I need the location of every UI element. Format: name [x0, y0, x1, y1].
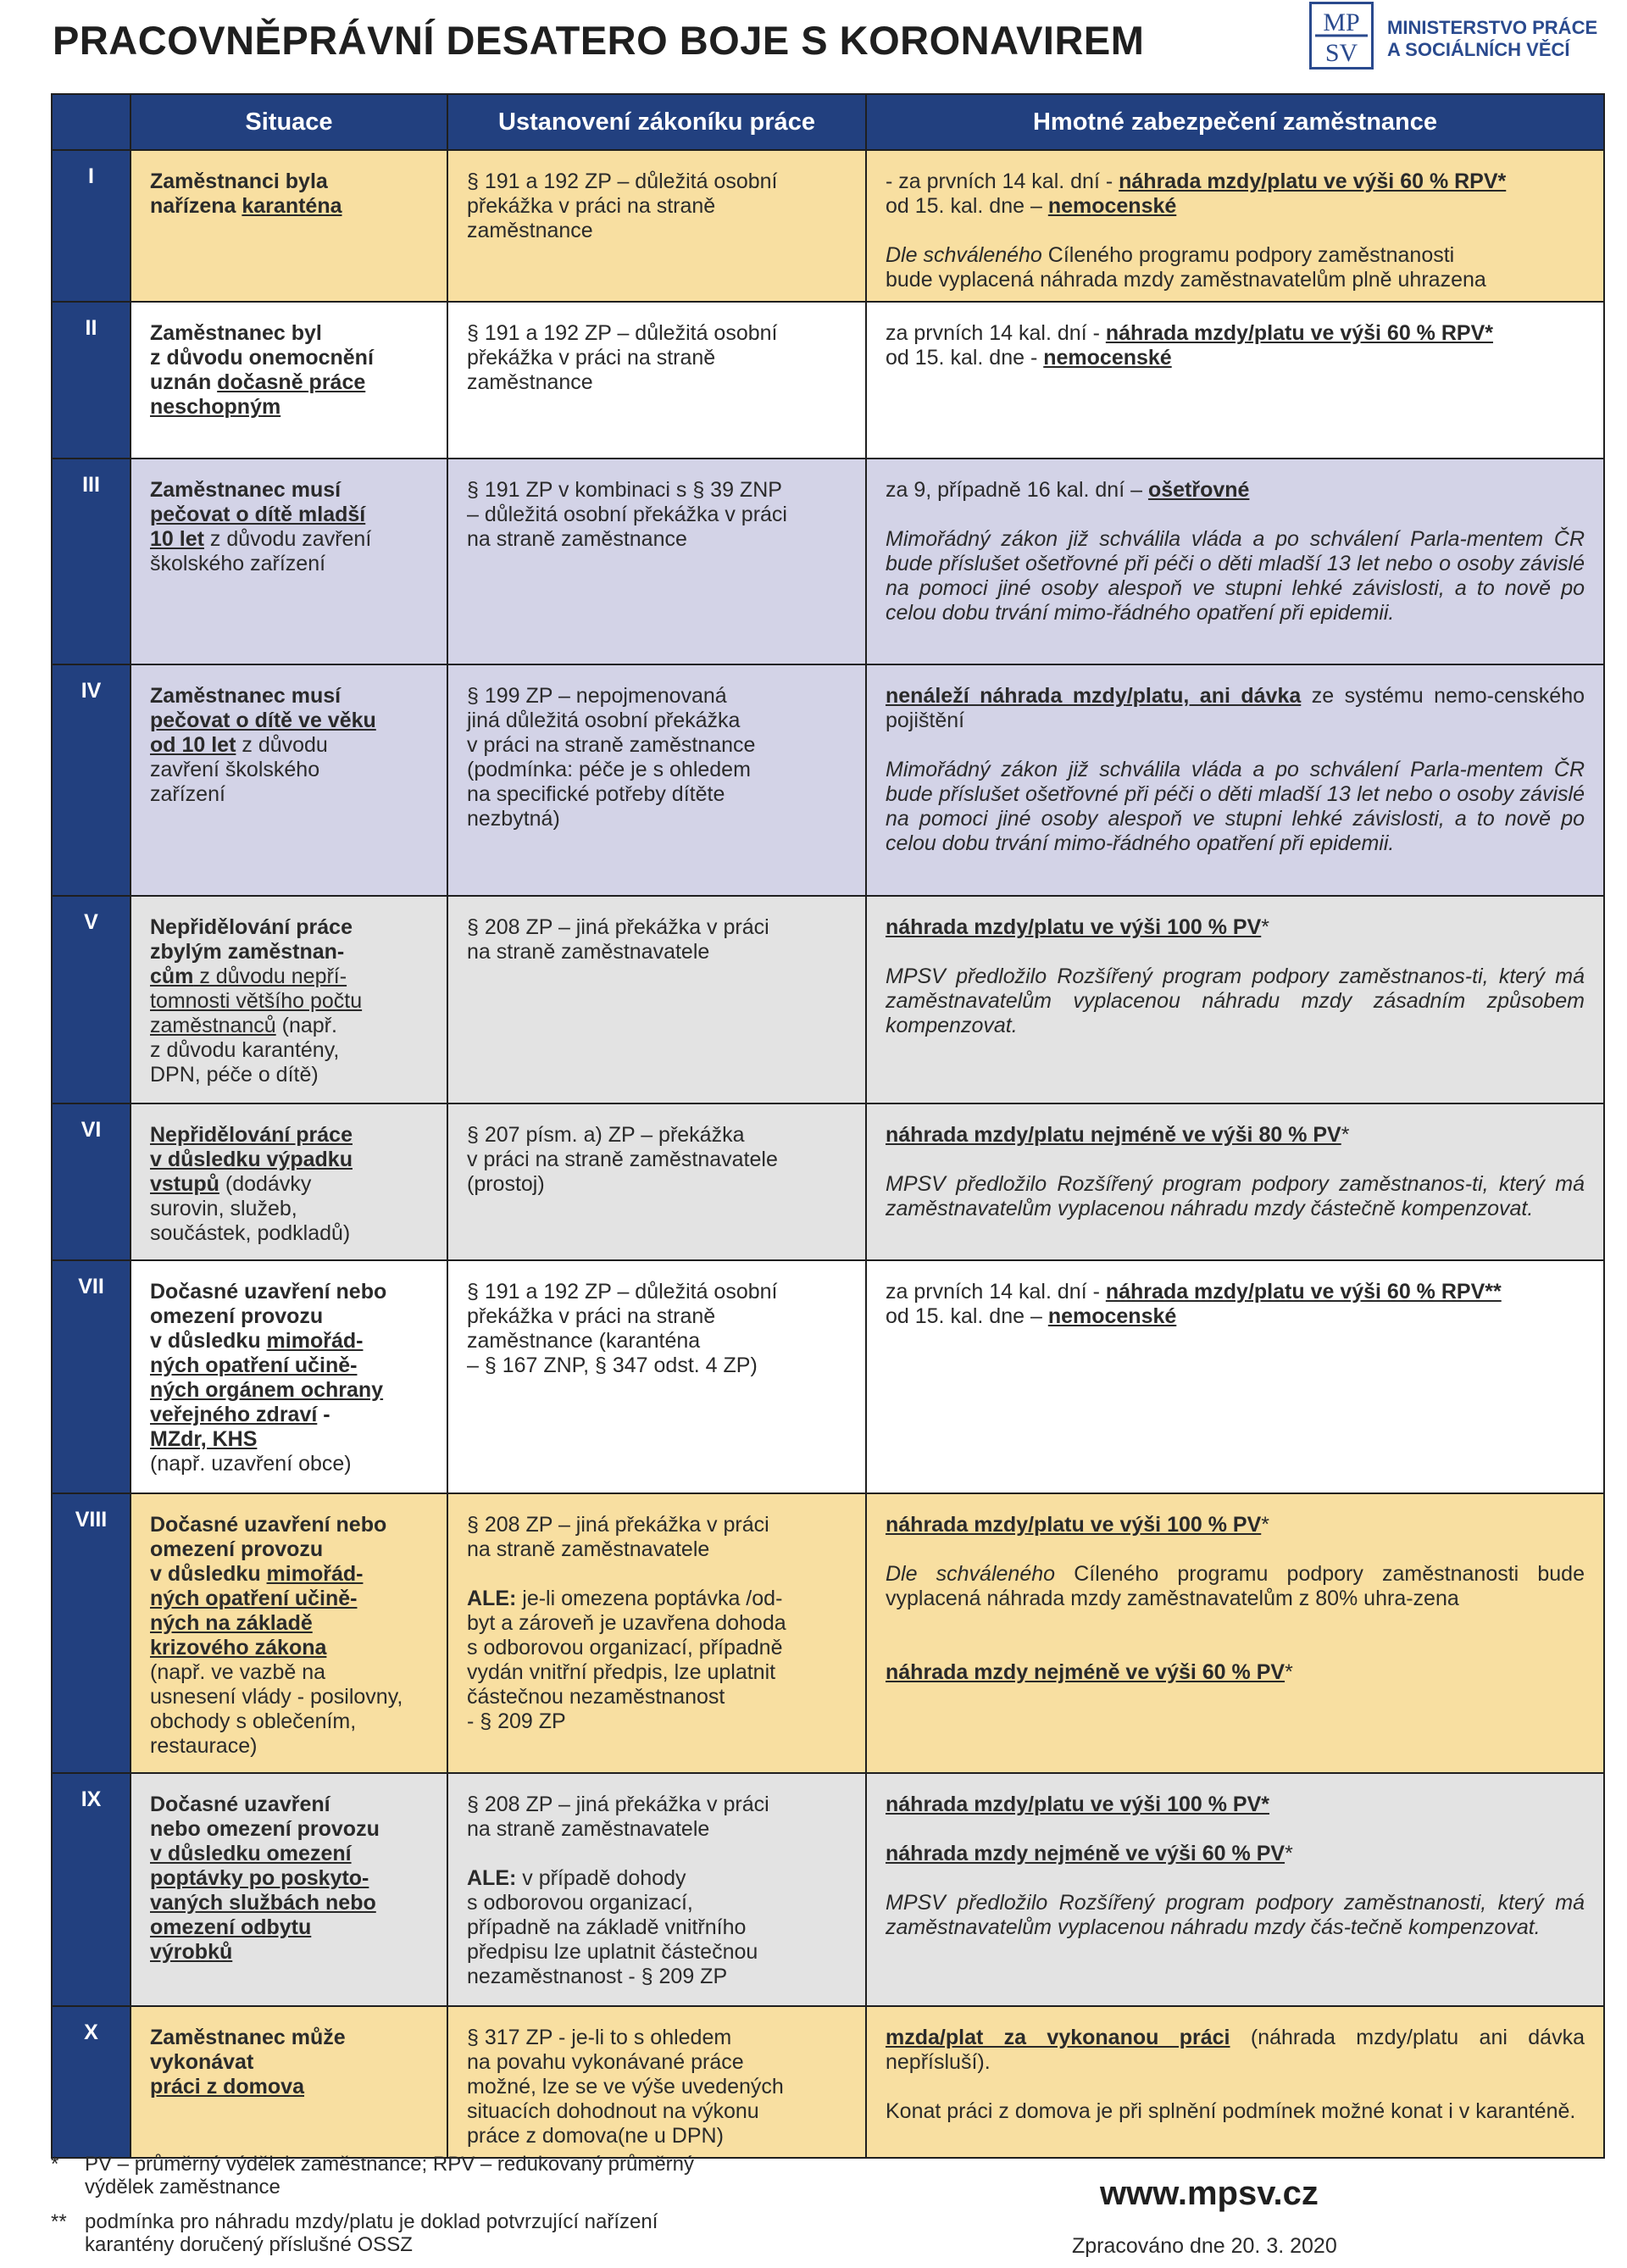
text-run: § 191 ZP v kombinaci s § 39 ZNP [467, 478, 782, 502]
text-run: náhrada mzdy nejméně ve výši 60 % PV [886, 1842, 1285, 1865]
paragraph-gap [886, 2075, 1585, 2099]
footnote-text: PV – průměrný výdělek zaměstnance; RPV – redukovaný průměrný výdělek zaměstnance [85, 2153, 695, 2199]
logo-line-2: A SOCIÁLNÍCH VĚCÍ [1387, 39, 1570, 60]
text-run: poptávky po poskyto- [150, 1866, 369, 1890]
paragraph-gap [886, 219, 1585, 243]
text-run: náhrada mzdy nejméně ve výši 60 % PV [886, 1660, 1285, 1684]
text-run: veřejného zdraví [150, 1403, 318, 1426]
text-run: v důsledku omezení [150, 1842, 352, 1865]
footnotes [51, 2153, 746, 2268]
logo-text [1387, 17, 1597, 61]
table-row [52, 459, 1604, 664]
paragraph [886, 2026, 1585, 2075]
text-run: nemocenské [1043, 346, 1172, 370]
text-run: Mimořádný zákon již schválila vláda a po schválení Parla-mentem ČR bude příslušet ošetřovné při péči o děti mladší 13 let nebo o osoby závislé na pomoci jiné osoby alespoň ve stupni lehké závislosti, a to nově po celou dobu trvání mimo-řádného opatření při epidemii. [886, 527, 1585, 625]
text-run: náhrada mzdy/platu ve výši 100 % PV* [886, 1793, 1269, 1816]
paragraph [886, 243, 1585, 292]
text-run: MPSV předložilo Rozšířený program podpory zaměstnanos-ti, který má zaměstnavatelům vyplacenou náhradu mzdy zásadním způsobem kompenzovat. [886, 964, 1585, 1037]
table-row [52, 896, 1604, 1103]
support-cell [866, 1103, 1604, 1260]
text-run: případně na základě vnitřního [467, 1915, 747, 1939]
paragraph-gap [886, 503, 1585, 527]
law-cell [447, 1773, 866, 2006]
paragraph [886, 1891, 1585, 1940]
situation-cell [130, 2006, 447, 2158]
text-run: na straně zaměstnavatele [467, 1537, 710, 1561]
text-run: nenáleží náhrada mzdy/platu, ani dávka [886, 684, 1302, 708]
paragraph [467, 170, 845, 243]
row-number: IX [52, 1773, 130, 2006]
text-run: v práci na straně zaměstnavatele [467, 1148, 778, 1171]
text-run: § 317 ZP - je-li to s ohledem [467, 2026, 732, 2049]
footnote-mark: ** [51, 2210, 67, 2233]
header-law: Ustanovení zákoníku práce [447, 94, 866, 150]
situation-cell [130, 1260, 447, 1493]
text-run: § 208 ZP – jiná překážka v práci [467, 915, 769, 939]
text-run: s odborovou organizací, případně [467, 1636, 783, 1659]
situation-cell [130, 459, 447, 664]
text-run: § 208 ZP – jiná překážka v práci [467, 1513, 769, 1537]
table-row [52, 1103, 1604, 1260]
text-run: náhrada mzdy/platu nejméně ve výši 80 % PV [886, 1123, 1341, 1147]
paragraph-gap [886, 1611, 1585, 1636]
text-run: omezení provozu [150, 1537, 324, 1561]
row-number: X [52, 2006, 130, 2158]
situation-cell [130, 896, 447, 1103]
text-run: omezení odbytu [150, 1915, 312, 1939]
text-run: Konat práci z domova je při splnění podmínek možné konat i v karanténě. [886, 2099, 1576, 2123]
text-run: nařízena [150, 194, 242, 218]
text-run: ných orgánem ochrany [150, 1378, 384, 1402]
text-run: nezbytná) [467, 807, 560, 831]
text-run: neschopným [150, 395, 281, 419]
paragraph-gap [886, 1817, 1585, 1842]
text-run: * [1341, 1123, 1350, 1147]
text-run: Dočasné uzavření nebo [150, 1513, 387, 1537]
paragraph [467, 321, 845, 395]
text-run: od 10 let [150, 733, 236, 757]
row-number: VIII [52, 1493, 130, 1773]
text-run: ných opatření učině- [150, 1354, 358, 1377]
text-run: Zaměstnanec byl [150, 321, 322, 345]
row-number: II [52, 302, 130, 459]
paragraph [467, 1123, 845, 1197]
text-run: součástek, podkladů) [150, 1221, 351, 1245]
law-cell [447, 2006, 866, 2158]
text-run: Zaměstnanec může [150, 2026, 346, 2049]
paragraph-gap [886, 1636, 1585, 1660]
paragraph [886, 964, 1585, 1038]
text-run: (např. [275, 1014, 337, 1037]
text-run: Zaměstnanec musí [150, 478, 342, 502]
logo-mark-bottom: SV [1324, 39, 1358, 67]
text-run: situacích dohodnout na výkonu [467, 2099, 759, 2123]
support-cell [866, 459, 1604, 664]
paragraph [886, 321, 1585, 370]
text-run: zaměstnance (karanténa [467, 1329, 701, 1353]
text-run: § 207 písm. a) ZP – překážka [467, 1123, 745, 1147]
text-run: za 9, případně 16 kal. dní – [886, 478, 1148, 502]
text-run: na straně zaměstnavatele [467, 1817, 710, 1841]
text-run: překážka v práci na straně [467, 346, 716, 370]
text-run: od 15. kal. dne – [886, 1304, 1048, 1328]
text-run: ALE: [467, 1587, 517, 1610]
paragraph [886, 1280, 1585, 1329]
paragraph [886, 1842, 1585, 1866]
text-run: tomnosti většího počtu [150, 989, 363, 1013]
paragraph-gap [467, 1562, 845, 1587]
text-run: (dodávky [219, 1172, 312, 1196]
text-run: ošetřovné [1147, 478, 1250, 502]
text-run: § 199 ZP – nepojmenovaná [467, 684, 727, 708]
text-run: - za prvních 14 kal. dní - [886, 170, 1119, 193]
text-run: Nepřidělování práce [150, 1123, 353, 1147]
text-run: vaných službách nebo [150, 1891, 376, 1915]
text-run: Dle schváleného [886, 243, 1048, 267]
paragraph [467, 1793, 845, 1842]
text-run: zaměstnanců [150, 1014, 276, 1037]
law-cell [447, 150, 866, 302]
situation-cell [130, 1493, 447, 1773]
text-run: Cíleného programu podpory zaměstnanosti bude vyplacená náhrada mzdy zaměstnavatelům z 80% uhra-zena [886, 1562, 1585, 1610]
text-run: MPSV předložilo Rozšířený program podpory zaměstnanos-ti, který má zaměstnavatelům vyplacenou náhradu mzdy částečně kompenzovat. [886, 1172, 1585, 1220]
paragraph [467, 915, 845, 964]
law-cell [447, 302, 866, 459]
support-cell [866, 150, 1604, 302]
text-run: ných na základě [150, 1611, 313, 1635]
paragraph [467, 2026, 845, 2148]
paragraph [467, 1280, 845, 1378]
page-title: PRACOVNĚPRÁVNÍ DESATERO BOJE S KORONAVIREM [53, 18, 1145, 63]
text-run: – důležitá osobní překážka v práci [467, 503, 787, 526]
table-row [52, 1493, 1604, 1773]
text-run: v práci na straně zaměstnance [467, 733, 756, 757]
text-run: náhrada mzdy/platu ve výši 60 % RPV* [1119, 170, 1507, 193]
text-run: vydán vnitřní předpis, lze uplatnit [467, 1660, 776, 1684]
text-run: v případě dohody [516, 1866, 686, 1890]
text-run: mzda/plat za vykonanou práci [886, 2026, 1230, 2049]
rights-table [51, 93, 1605, 2159]
row-number: VI [52, 1103, 130, 1260]
footnote [51, 2153, 746, 2199]
text-run: náhrada mzdy/platu ve výši 100 % PV [886, 915, 1262, 939]
law-cell [447, 664, 866, 896]
text-run: školského zařízení [150, 552, 326, 575]
text-run: DPN, péče o dítě) [150, 1063, 319, 1087]
law-cell [447, 1103, 866, 1260]
text-run: jiná důležitá osobní překážka [467, 709, 741, 732]
text-run: náhrada mzdy/platu ve výši 60 % RPV** [1105, 1280, 1502, 1304]
website-link[interactable]: www.mpsv.cz [1100, 2175, 1319, 2212]
text-run: náhrada mzdy/platu ve výši 60 % RPV* [1105, 321, 1493, 345]
text-run: vykonávat [150, 2050, 254, 2074]
text-run: z důvodu onemocnění [150, 346, 374, 370]
situation-cell [130, 664, 447, 896]
support-cell [866, 896, 1604, 1103]
text-run: práce z domova(ne u DPN) [467, 2124, 724, 2148]
table-row [52, 2006, 1604, 2158]
paragraph [467, 1587, 845, 1734]
support-cell [866, 664, 1604, 896]
paragraph [886, 478, 1585, 503]
situation-cell [130, 150, 447, 302]
text-run: § 191 a 192 ZP – důležitá osobní [467, 321, 778, 345]
text-run: částečnou nezaměstnanost [467, 1685, 725, 1709]
text-run: byt a zároveň je uzavřena dohoda [467, 1611, 786, 1635]
paragraph [886, 1660, 1585, 1685]
text-run: restaurace) [150, 1734, 258, 1758]
paragraph [886, 527, 1585, 625]
paragraph-gap [886, 1866, 1585, 1891]
processed-date: Zpracováno dne 20. 3. 2020 [1072, 2234, 1337, 2258]
text-run: v důsledku [150, 1329, 267, 1353]
paragraph [467, 1513, 845, 1562]
text-run: nezaměstnanost - § 209 ZP [467, 1965, 728, 1988]
paragraph [467, 684, 845, 831]
text-run: pečovat o dítě mladší [150, 503, 366, 526]
header-blank [52, 94, 130, 150]
support-cell [866, 1773, 1604, 2006]
table-row [52, 1773, 1604, 2006]
row-number: I [52, 150, 130, 302]
text-run: náhrada mzdy/platu ve výši 100 % PV [886, 1513, 1262, 1537]
text-run: od 15. kal. dne - [886, 346, 1044, 370]
text-run: nemocenské [1047, 194, 1177, 218]
header-situation: Situace [130, 94, 447, 150]
text-run: ze systému nemo-cenského pojištění [886, 684, 1585, 732]
text-run: zavření školského [150, 758, 320, 781]
text-run: - [317, 1403, 330, 1426]
law-cell [447, 459, 866, 664]
text-run: § 208 ZP – jiná překážka v práci [467, 1793, 769, 1816]
table-row [52, 302, 1604, 459]
footnote [51, 2210, 746, 2256]
paragraph [886, 684, 1585, 733]
text-run: * [1261, 1513, 1269, 1537]
law-cell [447, 1260, 866, 1493]
logo-mark-top: MP [1323, 8, 1360, 36]
text-run: ných opatření učině- [150, 1587, 358, 1610]
text-run: * [1285, 1660, 1293, 1684]
text-run: surovin, služeb, [150, 1197, 297, 1220]
text-run: MPSV předložilo Rozšířený program podpory zaměstnanosti, který má zaměstnavatelům vyplacenou náhradu mzdy čás-tečně kompenzovat. [886, 1891, 1585, 1939]
text-run: předpisu lze uplatnit částečnou [467, 1940, 758, 1964]
text-run: Dočasné uzavření [150, 1793, 330, 1816]
text-run: karanténa [242, 194, 342, 218]
text-run: Cíleného programu podpory zaměstnanosti [1047, 243, 1455, 267]
text-run: je-li omezena poptávka /od- [516, 1587, 783, 1610]
table-row [52, 150, 1604, 302]
row-number: III [52, 459, 130, 664]
support-cell [866, 1260, 1604, 1493]
text-run: dočasně práce [217, 370, 366, 394]
text-run: překážka v práci na straně [467, 194, 716, 218]
situation-cell [130, 1103, 447, 1260]
text-run: na straně zaměstnance [467, 527, 687, 551]
row-number: IV [52, 664, 130, 896]
text-run: možné, lze se ve výše uvedených [467, 2075, 784, 2098]
text-run: MZdr, KHS [150, 1427, 258, 1451]
text-run: Nepřidělování práce [150, 915, 353, 939]
support-cell [866, 302, 1604, 459]
paragraph-gap [886, 1537, 1585, 1562]
text-run: * [1261, 915, 1269, 939]
text-run: (např. uzavření obce) [150, 1452, 352, 1476]
text-run: mimořád- [266, 1562, 364, 1586]
text-run: v důsledku výpadku [150, 1148, 353, 1171]
table-row [52, 1260, 1604, 1493]
text-run: pečovat o dítě ve věku [150, 709, 376, 732]
paragraph [886, 2099, 1585, 2124]
text-run: zaměstnance [467, 370, 593, 394]
text-run: § 191 a 192 ZP – důležitá osobní [467, 1280, 778, 1304]
text-run: Dočasné uzavření nebo [150, 1280, 387, 1304]
text-run: nemocenské [1047, 1304, 1177, 1328]
text-run: usnesení vlády - posilovny, [150, 1685, 403, 1709]
text-run: s odborovou organizací, [467, 1891, 693, 1915]
text-run: od 15. kal. dne – [886, 194, 1048, 218]
paragraph-gap [467, 1842, 845, 1866]
text-run: za prvních 14 kal. dní - [886, 1280, 1106, 1304]
text-run: Mimořádný zákon již schválila vláda a po schválení Parla-mentem ČR bude příslušet ošetřovné při péči o děti mladší 13 let nebo o osoby závislé na pomoci jiné osoby alespoň ve stupni lehké závislosti, a to nově po celou dobu trvání mimo-řádného opatření při epidemii. [886, 758, 1585, 855]
text-run: nebo omezení provozu [150, 1817, 380, 1841]
support-cell [866, 2006, 1604, 2158]
text-run: v důsledku [150, 1562, 267, 1586]
text-run: zařízení [150, 782, 225, 806]
text-run: omezení provozu [150, 1304, 324, 1328]
law-cell [447, 1493, 866, 1773]
text-run: Zaměstnanec musí [150, 684, 342, 708]
text-run: zaměstnance [467, 219, 593, 242]
paragraph-gap [886, 733, 1585, 758]
text-run: - § 209 ZP [467, 1709, 566, 1733]
law-cell [447, 896, 866, 1103]
text-run: § 191 a 192 ZP – důležitá osobní [467, 170, 778, 193]
text-run: cům [150, 964, 194, 988]
text-run: bude vyplacená náhrada mzdy zaměstnavatelům plně uhrazena [886, 268, 1486, 292]
logo-line-1: MINISTERSTVO PRÁCE [1387, 17, 1598, 38]
text-run: (náhrada mzdy/platu ani dávka nepřísluší). [886, 2026, 1585, 2074]
text-run: zbylým zaměstnan- [150, 940, 345, 964]
mpsv-logo-mark [1309, 2, 1374, 69]
paragraph [886, 1793, 1585, 1817]
paragraph [886, 915, 1585, 940]
text-run: z důvodu [236, 733, 328, 757]
text-run: práci z domova [150, 2075, 304, 2098]
footnote-text: podmínka pro náhradu mzdy/platu je doklad potvrzující nařízení karantény doručený příslušné OSSZ [85, 2210, 658, 2256]
text-run: z důvodu zavření [203, 527, 372, 551]
text-run: Zaměstnanci byla [150, 170, 328, 193]
text-run: překážka v práci na straně [467, 1304, 716, 1328]
table-header-row [52, 94, 1604, 150]
situation-cell [130, 302, 447, 459]
text-run: na specifické potřeby dítěte [467, 782, 725, 806]
text-run: výrobků [150, 1940, 233, 1964]
row-number: VII [52, 1260, 130, 1493]
support-cell [866, 1493, 1604, 1773]
text-run: z důvodu nepří- [193, 964, 347, 988]
text-run: * [1285, 1842, 1293, 1865]
paragraph [467, 1866, 845, 1989]
paragraph [886, 170, 1585, 219]
text-run: krizového zákona [150, 1636, 327, 1659]
header-support: Hmotné zabezpečení zaměstnance [866, 94, 1604, 150]
text-run: (podmínka: péče je s ohledem [467, 758, 751, 781]
paragraph [467, 478, 845, 552]
row-number: V [52, 896, 130, 1103]
text-run: ALE: [467, 1866, 517, 1890]
footnote-mark: * [51, 2153, 59, 2176]
text-run: – § 167 ZNP, § 347 odst. 4 ZP) [467, 1354, 758, 1377]
text-run: (např. ve vazbě na [150, 1660, 326, 1684]
paragraph [886, 1123, 1585, 1148]
text-run: za prvních 14 kal. dní - [886, 321, 1106, 345]
text-run: uznán [150, 370, 218, 394]
paragraph [886, 1562, 1585, 1611]
text-run: na straně zaměstnavatele [467, 940, 710, 964]
text-run: Dle schváleného [886, 1562, 1074, 1586]
situation-cell [130, 1773, 447, 2006]
paragraph-gap [886, 1148, 1585, 1172]
text-run: 10 let [150, 527, 204, 551]
text-run: obchody s oblečením, [150, 1709, 357, 1733]
paragraph [886, 758, 1585, 856]
text-run: (prostoj) [467, 1172, 545, 1196]
paragraph [886, 1172, 1585, 1221]
table-row [52, 664, 1604, 896]
text-run: mimořád- [266, 1329, 364, 1353]
ministry-logo [1309, 2, 1614, 75]
text-run: vstupů [150, 1172, 219, 1196]
text-run: z důvodu karantény, [150, 1038, 340, 1062]
text-run: na povahu vykonávané práce [467, 2050, 744, 2074]
paragraph [886, 1513, 1585, 1537]
paragraph-gap [886, 940, 1585, 964]
